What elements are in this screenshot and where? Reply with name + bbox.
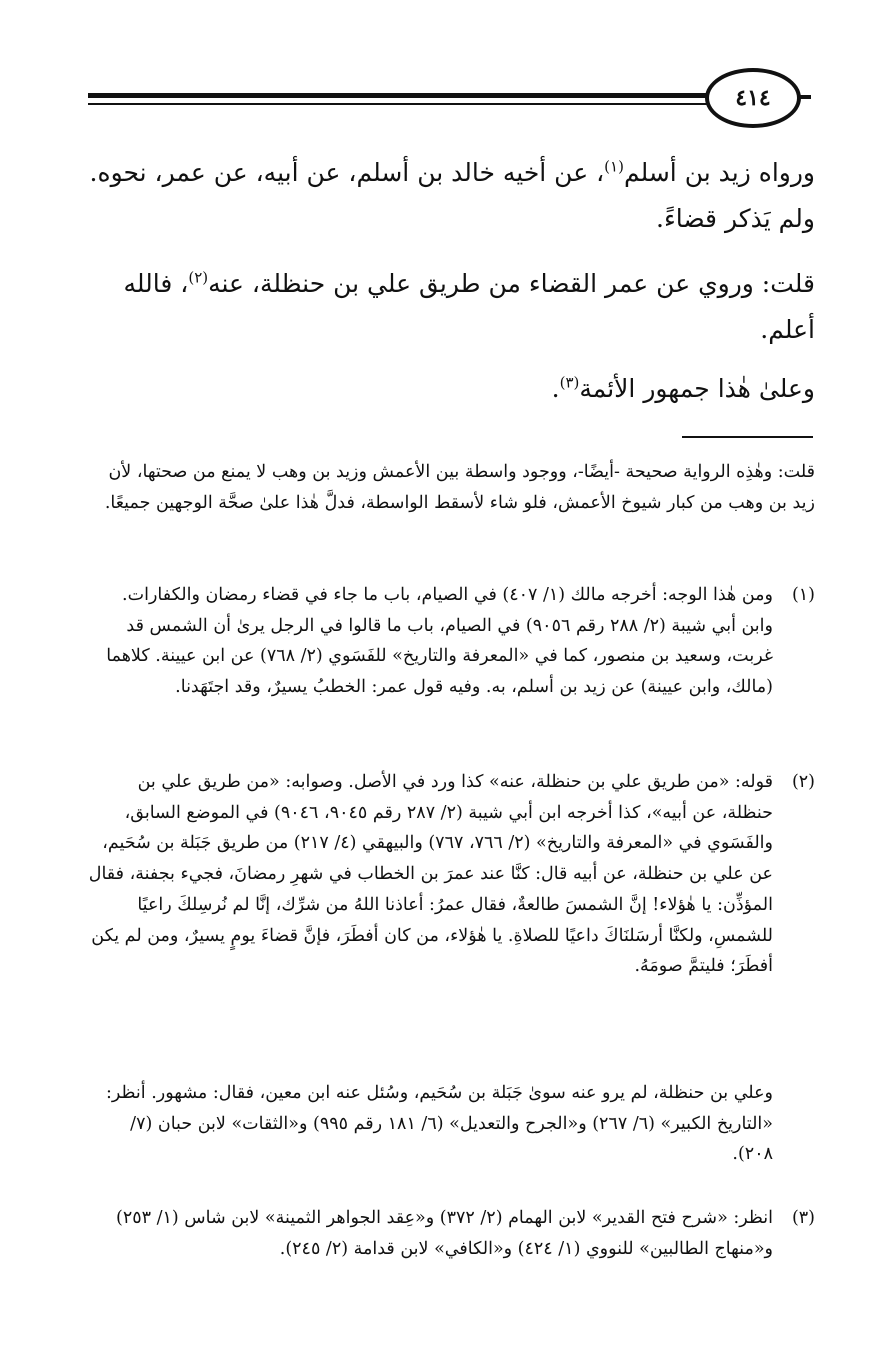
page-number: [705, 68, 801, 128]
main-text-segment: ، فالله أعلم.: [123, 269, 815, 344]
footnote-item: [88, 767, 815, 982]
main-paragraph: [80, 366, 815, 412]
footnote-ref[interactable]: (٢): [188, 268, 209, 287]
footnote-paragraph: وعلي بن حنظلة، لم يرو عنه سوىٰ جَبَلة بن سُحَيم، وسُئل عنه ابن معين، فقال: مشهور. أنظر: «التاريخ الكبير» (٦/ ٢٦٧) و«الجرح والتعديل» (٦/ ١٨١ رقم ٩٩٥) و«الثقات» لابن حبان (٧/ ٢٠٨).: [106, 1083, 773, 1165]
footnote-number: (٣): [791, 1208, 815, 1228]
main-text: [80, 150, 815, 242]
main-text-segment: وعلىٰ هٰذا جمهور الأئمة: [579, 374, 815, 403]
main-paragraph: [80, 261, 815, 353]
footnote-separator: [682, 436, 813, 438]
footnote-item: [88, 1203, 815, 1264]
footnote-paragraph: ومن هٰذا الوجه: أخرجه مالك (١/ ٤٠٧) في الصيام، باب ما جاء في قضاء رمضان والكفارات. وابن أبي شيبة (٢/ ٢٨٨ رقم ٩٠٥٦) في الصيام، باب ما قالوا في الرجل يرىٰ أن الشمس قد غربت، وسعيد بن منصور، كما في «المعرفة والتاريخ» للفَسَوي (٢/ ٧٦٨) عن ابن عيينة. كلاهما (مالك، وابن عيينة) عن زيد بن أسلم، به. وفيه قول عمر: الخطبُ يسيرٌ، وقد اجتَهَدنا.: [106, 585, 773, 698]
footnote-number: (١): [791, 585, 815, 605]
footnote-item: [88, 1078, 815, 1170]
footnote-paragraph: قلت: وهٰذِه الرواية صحيحة -أيضًا-، ووجود واسطة بين الأعمش وزيد بن وهب لا يمنع من صحتها، لأن زيد بن وهب من كبار شيوخ الأعمش، فلو شاء لأسقط الواسطة، فدلَّ هٰذا علىٰ صحَّة الوجهين جميعًا.: [104, 462, 815, 513]
header-rule-thin: [88, 103, 713, 105]
main-paragraph: [80, 150, 815, 242]
footnote-paragraph: انظر: «شرح فتح القدير» لابن الهمام (٢/ ٣٧٢) و«عِقد الجواهر الثمينة» لابن شاس (١/ ٢٥٣) و«منهاج الطالبين» للنووي (١/ ٤٢٤) و«الكافي» لابن قدامة (٢/ ٢٤٥).: [115, 1208, 773, 1259]
footnote-number: (٢): [791, 772, 815, 792]
header-rule-thick: [88, 93, 713, 98]
footnote-2-continued: [88, 1078, 815, 1170]
footnote-ref[interactable]: (٣): [559, 373, 580, 392]
main-text-segment: ورواه زيد بن أسلم: [623, 158, 815, 187]
main-text: [80, 366, 815, 412]
main-text-segment: .: [551, 374, 560, 403]
footnote-continuation: [88, 457, 815, 518]
main-text-segment: ، عن أخيه خالد بن أسلم، عن أبيه، عن عمر، نحوه. ولم يَذكر قضاءً.: [89, 158, 815, 233]
main-text-segment: قلت: وروي عن عمر القضاء من طريق علي بن حنظلة، عنه: [208, 269, 815, 298]
footnote-3: [88, 1203, 815, 1264]
footnote-1: [88, 580, 815, 703]
footnote-paragraph: قوله: «من طريق علي بن حنظلة، عنه» كذا ورد في الأصل. وصوابه: «من طريق علي بن حنظلة، عن أبيه»، كذا أخرجه ابن أبي شيبة (٢/ ٢٨٧ رقم ٩٠٤٥، ٩٠٤٦) في الموضع السابق، والفَسَوي في «المعرفة والتاريخ» (٢/ ٧٦٦، ٧٦٧) والبيهقي (٤/ ٢١٧) من طريق جَبَلة بن سُحَيم، عن علي بن حنظلة، عن أبيه قال: كنَّا عند عمرَ بن الخطاب في شهرِ رمضانَ، فجيء بجفنة، فقال المؤذِّن: يا هٰؤلاء! إنَّ الشمسَ طالعةٌ، فقال عمرُ: أعاذنا اللهُ من شرِّك، إنَّا لم نُرسِلكَ راعيًا للشمسِ، ولكنَّا أرسَلنَاكَ داعيًا للصلاةِ. يا هٰؤلاء، من كان أفطَرَ، فإنَّ قضاءَ يومٍ يسيرٌ، ومن لم يكن أفطَرَ؛ فليتمَّ صومَهُ.: [88, 772, 773, 977]
footnote-item: [88, 580, 815, 703]
footnote-2: [88, 767, 815, 982]
main-text: [80, 261, 815, 353]
page-number-text: ٤١٤: [735, 85, 771, 111]
footnote-ref[interactable]: (١): [604, 157, 624, 176]
